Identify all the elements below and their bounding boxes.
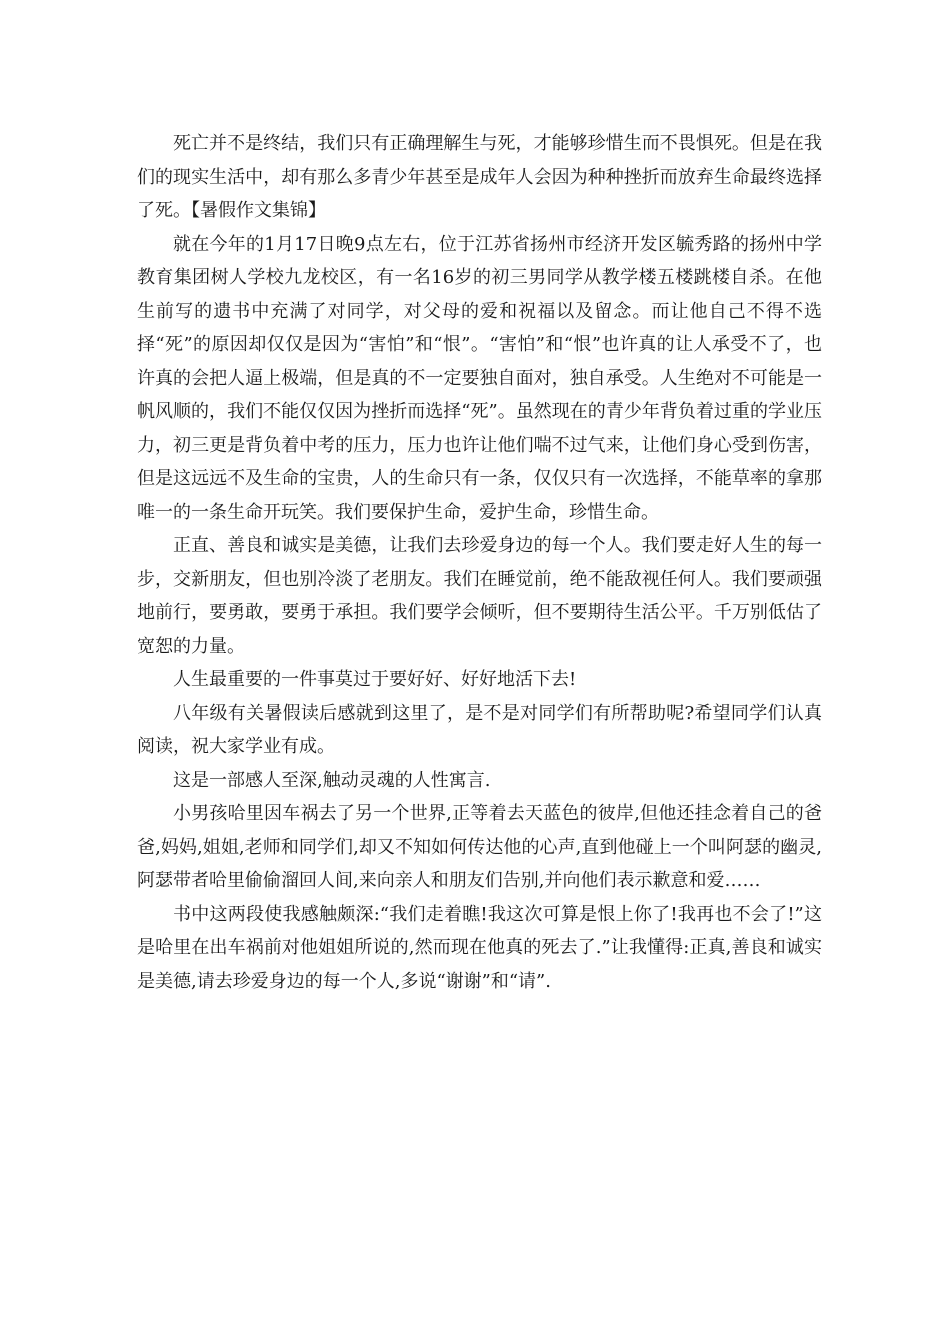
paragraph: 八年级有关暑假读后感就到这里了，是不是对同学们有所帮助呢?希望同学们认真阅读，祝大家学业有成。 — [137, 702, 822, 757]
document-body — [137, 127, 822, 998]
paragraph: 就在今年的1月17日晚9点左右，位于江苏省扬州市经济开发区毓秀路的扬州中学教育集团树人学校九龙校区，有一名16岁的初三男同学从教学楼五楼跳楼自杀。在他生前写的遗书中充满了对同学，对父母的爱和祝福以及留念。而让他自己不得不选择“死”的原因却仅仅是因为“害怕”和“恨”。“害怕”和“恨”也许真的让人承受不了，也许真的会把人逼上极端，但是真的不一定要独自面对，独自承受。人生绝对不可能是一帆风顺的，我们不能仅仅因为挫折而选择“死”。虽然现在的青少年背负着过重的学业压力，初三更是背负着中考的压力，压力也许让他们喘不过气来，让他们身心受到伤害，但是这远远不及生命的宝贵，人的生命只有一条，仅仅只有一次选择，不能草率的拿那唯一的一条生命开玩笑。我们要保护生命，爱护生命，珍惜生命。 — [137, 233, 822, 523]
paragraph: 书中这两段使我感触颇深:“我们走着瞧!我这次可算是恨上你了!我再也不会了!”这是哈里在出车祸前对他姐姐所说的,然而现在他真的死去了.”让我懂得:正真,善良和诚实是美德,请去珍爱身边的每一个人,多说“谢谢”和“请”. — [137, 903, 822, 992]
paragraph: 死亡并不是终结，我们只有正确理解生与死，才能够珍惜生而不畏惧死。但是在我们的现实生活中，却有那么多青少年甚至是成年人会因为种种挫折而放弃生命最终选择了死。【暑假作文集锦】 — [137, 133, 822, 221]
paragraph: 这是一部感人至深,触动灵魂的人性寓言. — [173, 769, 491, 791]
paragraph: 正直、善良和诚实是美德，让我们去珍爱身边的每一个人。我们要走好人生的每一步，交新朋友，但也别冷淡了老朋友。我们在睡觉前，绝不能敌视任何人。我们要顽强地前行，要勇敢，要勇于承担。我们要学会倾听，但不要期待生活公平。千万别低估了宽恕的力量。 — [137, 535, 822, 657]
paragraph: 人生最重要的一件事莫过于要好好、好好地活下去! — [173, 669, 577, 690]
paragraph: 小男孩哈里因车祸去了另一个世界,正等着去天蓝色的彼岸,但他还挂念着自己的爸爸,妈妈,姐姐,老师和同学们,却又不知如何传达他的心声,直到他碰上一个叫阿瑟的幽灵,阿瑟带者哈里偷偷溜回人间,来向亲人和朋友们告别,并向他们表示歉意和爱…… — [137, 803, 822, 891]
